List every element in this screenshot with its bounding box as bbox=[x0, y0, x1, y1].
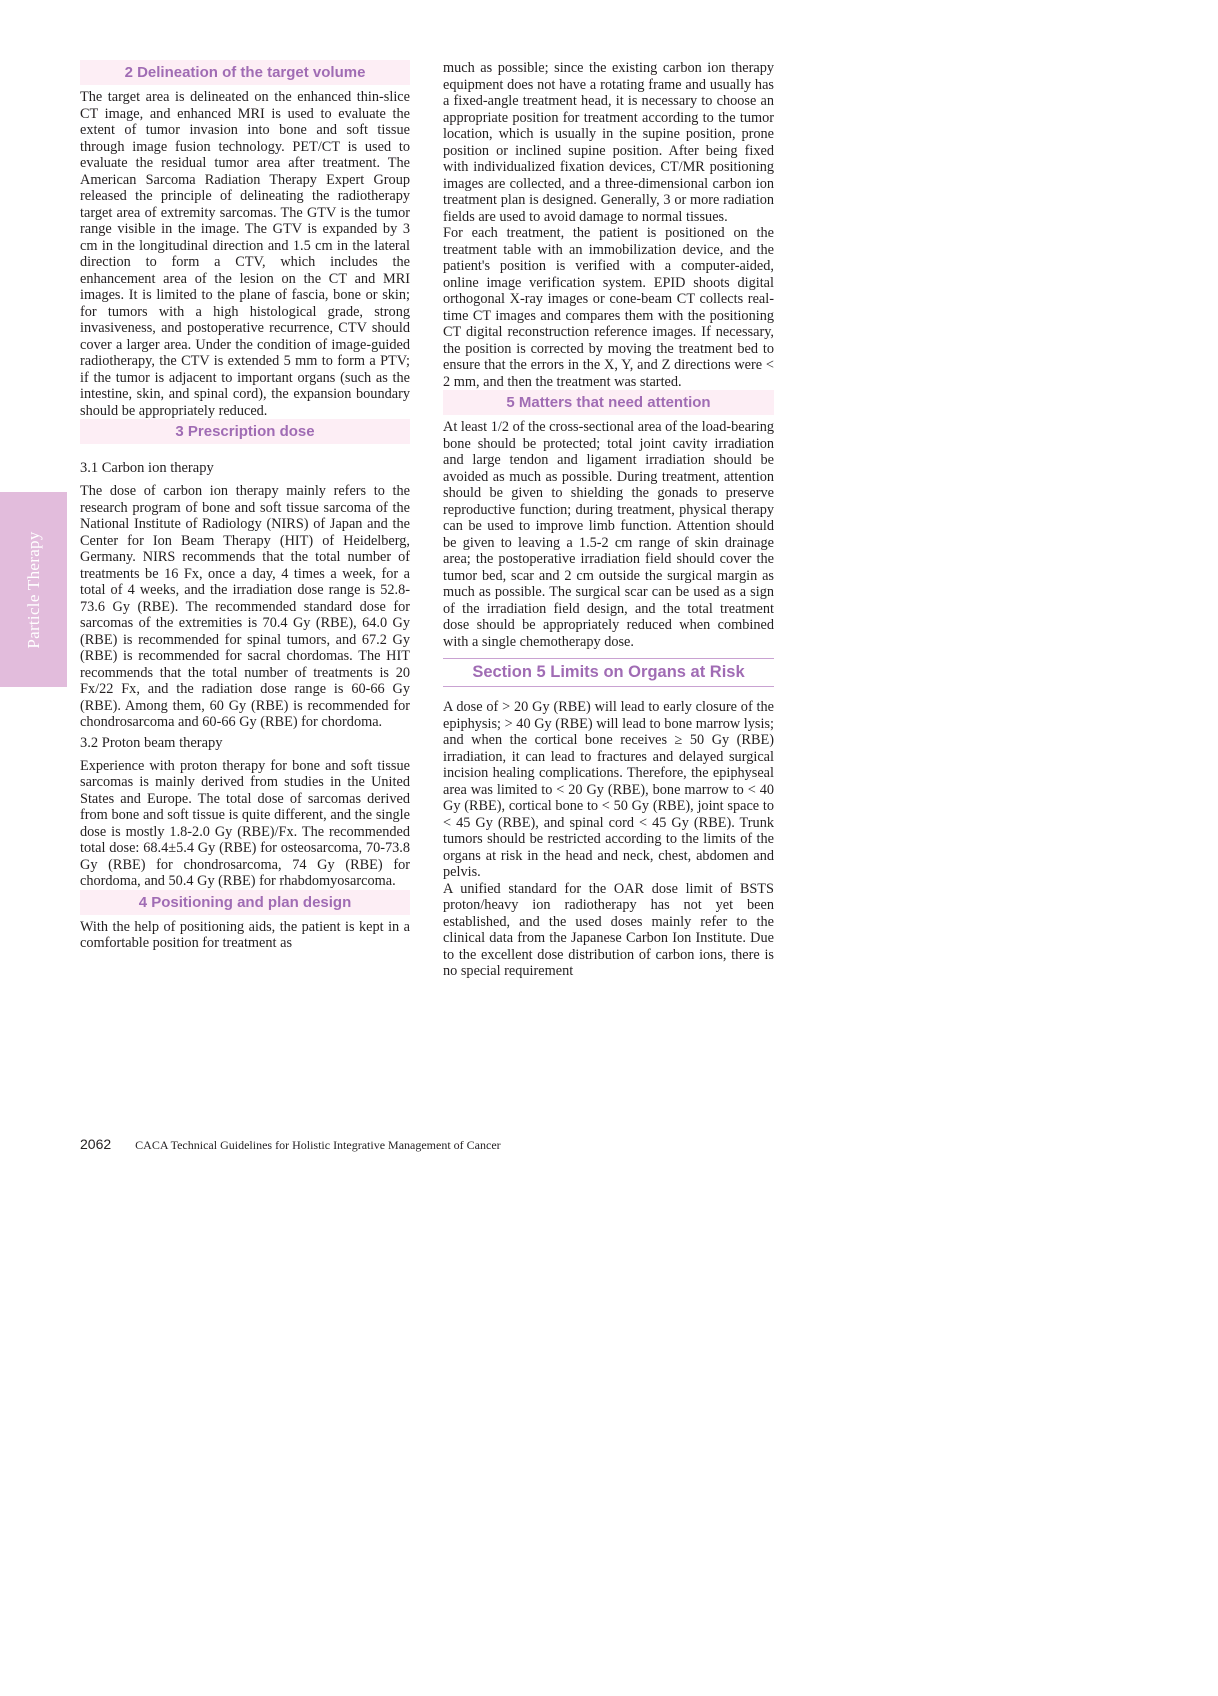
left-column bbox=[80, 60, 410, 1115]
paragraph-attention: At least 1/2 of the cross-sectional area of the load-bearing bone should be protected; total joint cavity irradiation and large tendon and ligament irradiation should be avoided as much as possible. During treatment, attention should be given to shielding the gonads to preserve reproductive function; during treatment, physical therapy can be used to improve limb function. Attention should be given to leaving a 1.5-2 cm range of skin drainage area; the postoperative irradiation field should cover the tumor bed, scar and 2 cm outside the surgical margin as much as possible. The surgical scar can be used as a sign of the irradiation field design, and the total treatment dose should be appropriately reduced when combined with a single chemotherapy dose. bbox=[443, 419, 774, 650]
paragraph-positioning-continued: much as possible; since the existing carbon ion therapy equipment does not have a rotating frame and usually has a fixed-angle treatment head, it is necessary to choose an appropriate position for treatment according to the tumor location, which is usually in the supine position, prone position or inclined supine position. After being fixed with individualized fixation devices, CT/MR positioning images are collected, and a three-dimensional carbon ion treatment plan is designed. Generally, 3 or more radiation fields are used to avoid damage to normal tissues. bbox=[443, 60, 774, 225]
page-number: 2062 bbox=[80, 1136, 112, 1152]
side-tab-label: Particle Therapy bbox=[23, 530, 43, 649]
heading-delineation: 2 Delineation of the target volume bbox=[80, 60, 410, 85]
subheading-carbon-ion: 3.1 Carbon ion therapy bbox=[80, 460, 214, 476]
section-heading-organs-at-risk: Section 5 Limits on Organs at Risk bbox=[443, 658, 774, 687]
side-tab bbox=[0, 492, 67, 687]
paragraph-verification: For each treatment, the patient is positioned on the treatment table with an immobilization device, and the patient's position is verified with a computer-aided, online image verification system. EPID shoots digital orthogonal X-ray images or cone-beam CT collects real-time CT images and compares them with the positioning CT digital reconstruction reference images. If necessary, the position is corrected by moving the treatment bed to ensure that the errors in the X, Y, and Z directions were < 2 mm, and then the treatment was started. bbox=[443, 225, 774, 390]
running-title: CACA Technical Guidelines for Holistic Integrative Management of Cancer bbox=[135, 1138, 501, 1152]
heading-positioning: 4 Positioning and plan design bbox=[80, 890, 410, 915]
heading-matters-attention: 5 Matters that need attention bbox=[443, 390, 774, 415]
paragraph-delineation: The target area is delineated on the enhanced thin-slice CT image, and enhanced MRI is used to evaluate the extent of tumor invasion into bone and soft tissue through image fusion technology. PET/CT is used to evaluate the residual tumor area after treatment. The American Sarcoma Radiation Therapy Expert Group released the principle of delineating the radiotherapy target area of extremity sarcomas. The GTV is the tumor range visible in the image. The GTV is expanded by 3 cm in the longitudinal direction and 1.5 cm in the lateral direction to form a CTV, which includes the enhancement area of the lesion on the CT and MRI images. It is limited to the plane of fascia, bone or skin; for tumors with a high histological grade, strong invasiveness, and postoperative recurrence, CTV should cover a larger area. Under the condition of image-guided radiotherapy, the CTV is extended 5 mm to form a PTV; if the tumor is adjacent to important organs (such as the intestine, skin, and spinal cord), the expansion boundary should be appropriately reduced. bbox=[80, 89, 410, 419]
subheading-proton-beam: 3.2 Proton beam therapy bbox=[80, 734, 223, 751]
paragraph-proton-beam: Experience with proton therapy for bone and soft tissue sarcomas is mainly derived from studies in the United States and Europe. The total dose of sarcomas derived from bone and soft tissue is quite different, and the single dose is mostly 1.8-2.0 Gy (RBE)/Fx. The recommended total dose: 68.4±5.4 Gy (RBE) for osteosarcoma, 70-73.8 Gy (RBE) for chondrosarcoma, 74 Gy (RBE) for chordoma, and 50.4 Gy (RBE) for rhabdomyosarcoma. bbox=[80, 757, 410, 889]
paragraph-limits: A dose of > 20 Gy (RBE) will lead to early closure of the epiphysis; > 40 Gy (RBE) will lead to bone marrow lysis; and when the cortical bone receives ≥ 50 Gy (RBE) irradiation, it can lead to fractures and delayed surgical incision healing complications. Therefore, the epiphyseal area was limited to < 20 Gy (RBE), bone marrow to < 40 Gy (RBE), cortical bone to < 50 Gy (RBE), joint space to < 45 Gy (RBE), and spinal cord < 45 Gy (RBE). Trunk tumors should be restricted according to the limits of the organs at risk in the head and neck, chest, abdomen and pelvis. bbox=[443, 699, 774, 880]
page-footer bbox=[80, 1136, 501, 1154]
paragraph-positioning-start: With the help of positioning aids, the patient is kept in a comfortable position for treatment as bbox=[80, 918, 410, 951]
paragraph-oar: A unified standard for the OAR dose limit of BSTS proton/heavy ion radiotherapy has not yet been established, and the used doses mainly refer to the clinical data from the Japanese Carbon Ion Institute. Due to the excellent dose distribution of carbon ions, there is no special requirement bbox=[443, 880, 774, 979]
paragraph-carbon-ion: The dose of carbon ion therapy mainly refers to the research program of bone and soft tissue sarcoma of the National Institute of Radiology (NIRS) of Japan and the Center for Ion Beam Therapy (HIT) of Heidelberg, Germany. NIRS recommends that the total number of treatments be 16 Fx, once a day, 4 times a week, for a total of 4 weeks, and the irradiation dose range is 52.8-73.6 Gy (RBE). The recommended standard dose for sarcomas of the extremities is 70.4 Gy (RBE), 64.0 Gy (RBE) is recommended for spinal tumors, and 67.2 Gy (RBE) is recommended for sacral chordomas. The HIT recommends that the total number of treatments is 20 Fx/22 Fx, and the radiation dose range is 60-66 Gy (RBE). Among them, 60 Gy (RBE) is recommended for chondrosarcoma and 60-66 Gy (RBE) for chordoma. bbox=[80, 483, 410, 730]
right-column bbox=[443, 60, 774, 1115]
heading-prescription-dose: 3 Prescription dose bbox=[80, 419, 410, 444]
